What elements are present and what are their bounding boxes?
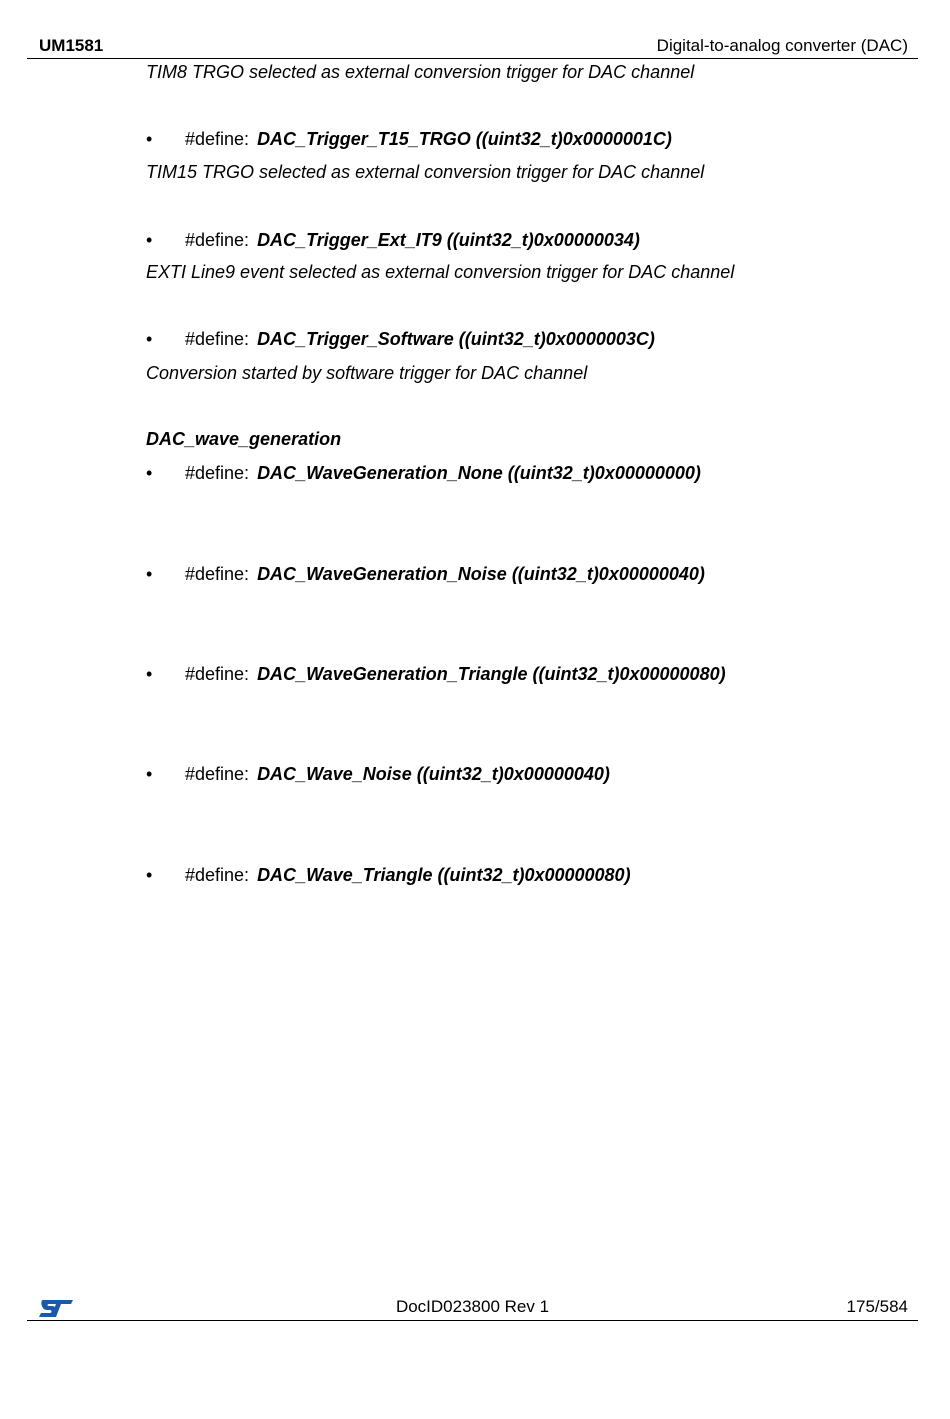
page-footer (27, 1296, 918, 1321)
bullet-icon: • (146, 129, 153, 149)
define-item (146, 329, 655, 350)
define-description: EXTI Line9 event selected as external conversion trigger for DAC channel (146, 262, 735, 282)
define-keyword: #define: (185, 664, 250, 684)
group-title: DAC_wave_generation (146, 429, 342, 449)
macro-definition: DAC_Wave_Triangle ((uint32_t)0x00000080) (257, 865, 631, 885)
page-number: 175/584 (846, 1297, 908, 1316)
define-item (146, 564, 705, 585)
bullet-icon: • (146, 865, 153, 885)
define-keyword: #define: (185, 865, 250, 885)
define-keyword: #define: (185, 230, 250, 250)
intro-description: TIM8 TRGO selected as external conversion trigger for DAC channel (146, 62, 695, 82)
macro-definition: DAC_Trigger_T15_TRGO ((uint32_t)0x0000001C) (257, 129, 672, 149)
macro-definition: DAC_Trigger_Software ((uint32_t)0x0000003C) (257, 329, 655, 349)
section-title: Digital-to-analog converter (DAC) (656, 36, 908, 55)
bullet-icon: • (146, 564, 153, 584)
bullet-icon: • (146, 329, 153, 349)
macro-definition: DAC_WaveGeneration_Noise ((uint32_t)0x00000040) (257, 564, 705, 584)
define-item (146, 463, 701, 484)
define-keyword: #define: (185, 564, 250, 584)
define-item (146, 129, 672, 150)
define-description: TIM15 TRGO selected as external conversion trigger for DAC channel (146, 162, 705, 182)
define-item (146, 764, 610, 785)
macro-definition: DAC_WaveGeneration_None ((uint32_t)0x00000000) (257, 463, 701, 483)
define-description: Conversion started by software trigger for DAC channel (146, 363, 588, 383)
define-item (146, 230, 640, 251)
define-keyword: #define: (185, 764, 250, 784)
bullet-icon: • (146, 230, 153, 250)
define-keyword: #define: (185, 329, 250, 349)
define-keyword: #define: (185, 463, 250, 483)
define-item (146, 664, 726, 685)
bullet-icon: • (146, 463, 153, 483)
macro-definition: DAC_WaveGeneration_Triangle ((uint32_t)0x00000080) (257, 664, 726, 684)
macro-definition: DAC_Wave_Noise ((uint32_t)0x00000040) (257, 764, 610, 784)
document-reference: DocID023800 Rev 1 (395, 1297, 550, 1316)
document-id: UM1581 (39, 36, 104, 55)
define-keyword: #define: (185, 129, 250, 149)
define-item (146, 865, 631, 886)
page-header (27, 34, 918, 59)
bullet-icon: • (146, 664, 153, 684)
bullet-icon: • (146, 764, 153, 784)
macro-definition: DAC_Trigger_Ext_IT9 ((uint32_t)0x00000034) (257, 230, 640, 250)
